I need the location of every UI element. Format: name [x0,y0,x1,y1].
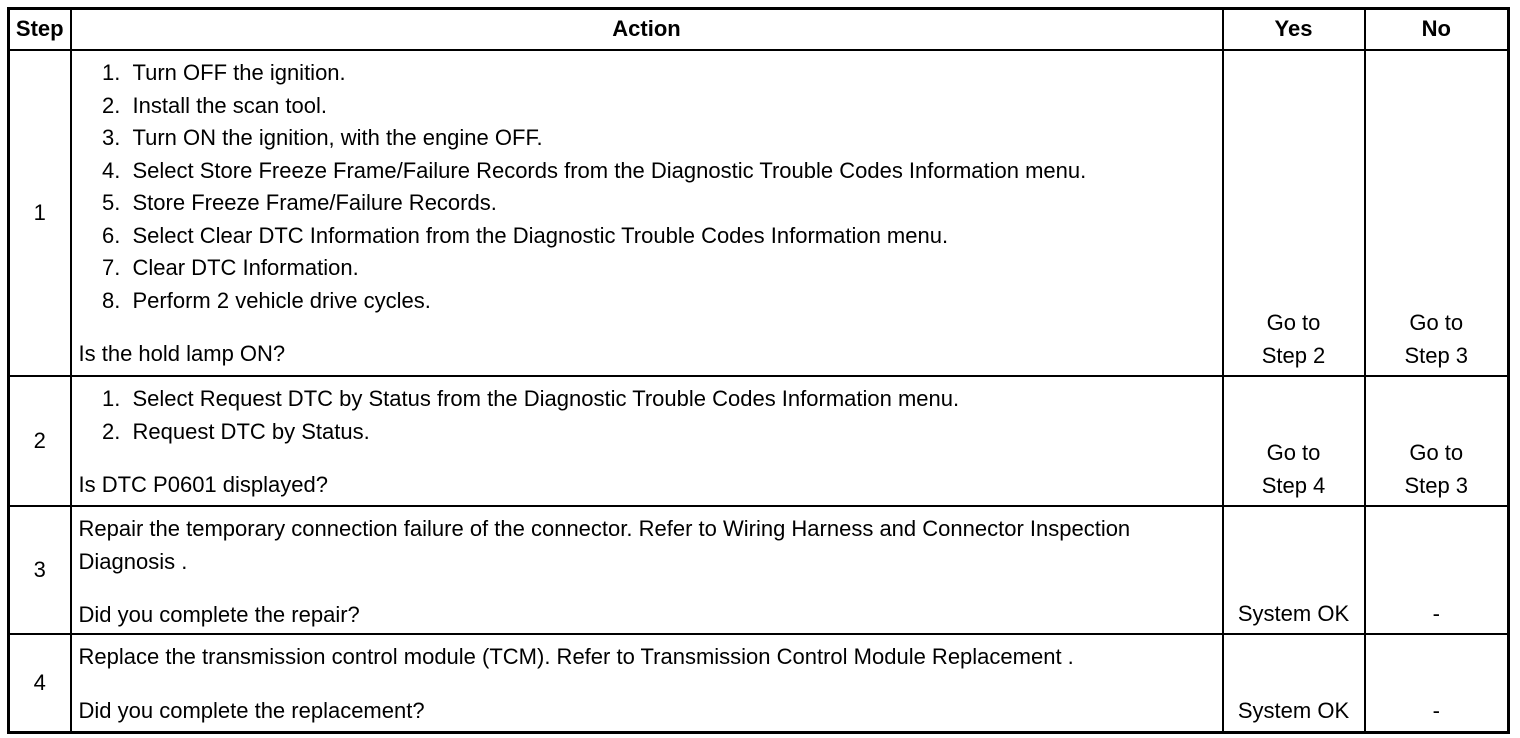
yes-goto-step: Step 2 [1261,342,1326,368]
list-item: 1. Select Request DTC by Status from the Diagnostic Trouble Codes Information menu. [127,383,1216,416]
yes-result: System OK [1237,698,1350,723]
no-result: - [1432,698,1440,723]
no-goto-step: Step 3 [1404,472,1469,498]
list-item: 7. Clear DTC Information. [127,252,1216,285]
list-item: 2. Install the scan tool. [127,90,1216,123]
no-cell [1365,506,1509,634]
list-item: 6. Select Clear DTC Information from the Diagnostic Trouble Codes Information menu. [127,220,1216,253]
no-goto-step: Step 3 [1404,342,1469,368]
action-cell [71,506,1223,634]
action-steps-list [79,383,1216,448]
table-row [9,634,1509,732]
question-text: Did you complete the replacement? [78,697,425,723]
step-number: 1 [9,50,71,376]
action-text: Repair the temporary connection failure of the connector. Refer to Wiring Harness and Connector Inspection Diagnosis . [78,516,1131,574]
action-text: Replace the transmission control module (TCM). Refer to Transmission Control Module Replacement . [78,644,1074,669]
diagnostic-table [7,7,1510,734]
yes-cell [1223,506,1365,634]
no-result: - [1432,600,1440,626]
table-row [9,506,1509,634]
question-text: Is the hold lamp ON? [78,341,286,366]
list-item: 1. Turn OFF the ignition. [127,57,1216,90]
list-item: 4. Select Store Freeze Frame/Failure Records from the Diagnostic Trouble Codes Information menu. [127,155,1216,188]
action-steps-list [79,57,1216,317]
no-goto-label: Go to [1409,310,1464,335]
action-cell [71,50,1223,376]
list-item: 5. Store Freeze Frame/Failure Records. [127,187,1216,220]
step-number: 2 [9,376,71,506]
table-row [9,376,1509,506]
step-number: 4 [9,634,71,732]
list-item: 3. Turn ON the ignition, with the engine OFF. [127,122,1216,155]
no-goto-label: Go to [1409,440,1464,465]
header-action: Action [71,9,1223,51]
header-step: Step [9,9,71,51]
header-yes: Yes [1223,9,1365,51]
yes-cell [1223,634,1365,732]
list-item: 8. Perform 2 vehicle drive cycles. [127,285,1216,318]
question-text: Is DTC P0601 displayed? [78,472,328,497]
question-text: Did you complete the repair? [78,602,360,627]
no-cell [1365,634,1509,732]
yes-cell [1223,50,1365,376]
header-no: No [1365,9,1509,51]
action-cell [71,634,1223,732]
list-item: 2. Request DTC by Status. [127,416,1216,449]
yes-goto-label: Go to [1266,310,1321,335]
step-number: 3 [9,506,71,634]
no-cell [1365,50,1509,376]
yes-result: System OK [1237,600,1350,626]
yes-goto-label: Go to [1266,440,1321,465]
yes-goto-step: Step 4 [1261,472,1326,498]
table-row [9,50,1509,376]
action-cell [71,376,1223,506]
header-row [9,9,1509,51]
yes-cell [1223,376,1365,506]
no-cell [1365,376,1509,506]
